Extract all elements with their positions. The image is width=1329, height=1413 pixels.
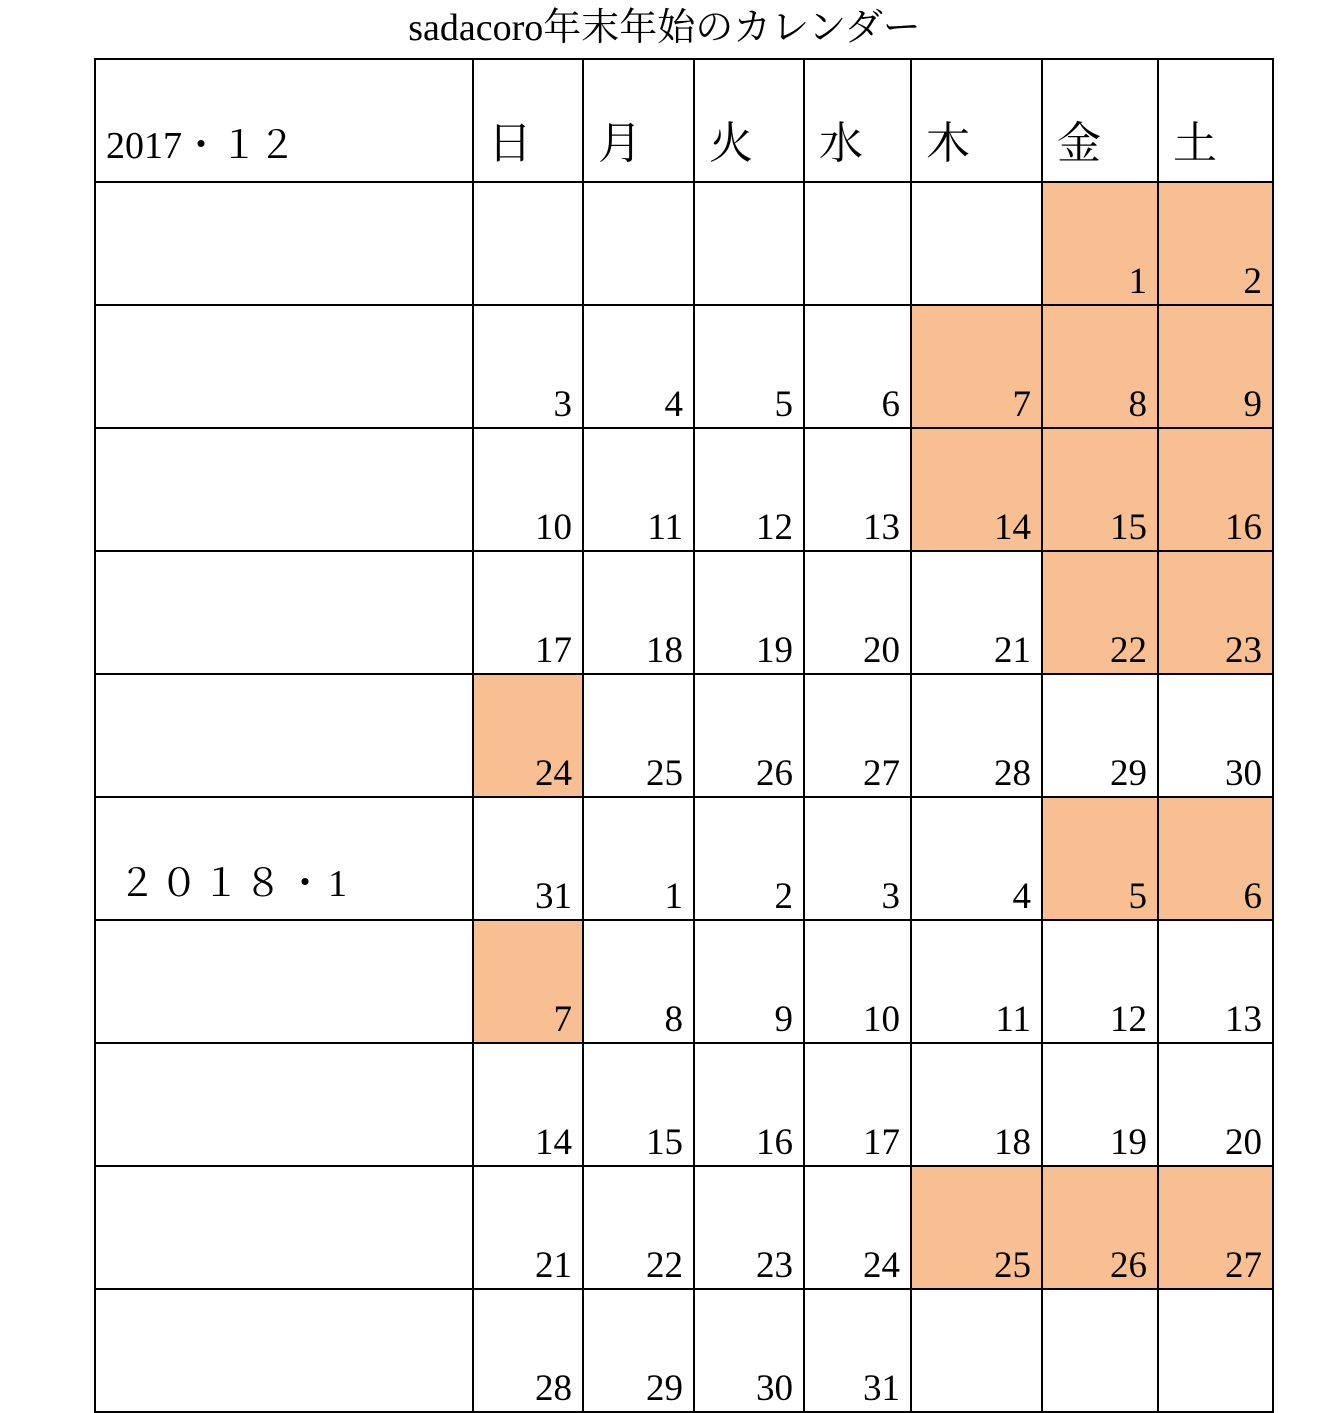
day-number: 18 <box>994 1122 1031 1163</box>
day-cell <box>911 428 1042 551</box>
day-number: 1 <box>1128 261 1147 302</box>
day-of-week-label: 月 <box>598 119 642 168</box>
day-cell <box>473 674 583 797</box>
day-number <box>695 302 803 304</box>
day-cell <box>583 182 694 305</box>
day-number: 25 <box>646 753 683 794</box>
day-number: 18 <box>646 630 683 671</box>
day-number: 31 <box>863 1368 900 1409</box>
month-label-cell <box>95 59 473 182</box>
day-cell <box>1042 305 1158 428</box>
day-cell <box>804 920 911 1043</box>
day-cell <box>1042 1043 1158 1166</box>
day-of-week-label: 金 <box>1057 119 1101 168</box>
day-number: 17 <box>863 1122 900 1163</box>
day-number: 9 <box>774 999 793 1040</box>
week-label-cell <box>95 1289 473 1412</box>
day-number: 1 <box>664 876 683 917</box>
day-number: 5 <box>774 384 793 425</box>
day-of-week-wed <box>804 59 911 182</box>
day-number: 16 <box>1225 507 1262 548</box>
day-cell <box>694 428 804 551</box>
day-of-week-label: 土 <box>1173 119 1217 168</box>
day-cell <box>473 182 583 305</box>
week-row <box>95 305 1273 428</box>
day-number <box>1159 1409 1272 1411</box>
day-number: 8 <box>1128 384 1147 425</box>
day-cell <box>911 1043 1042 1166</box>
day-cell <box>911 674 1042 797</box>
day-cell <box>694 305 804 428</box>
day-number: 10 <box>863 999 900 1040</box>
day-cell <box>694 1166 804 1289</box>
calendar-grid <box>94 58 1274 1413</box>
day-number: 4 <box>664 384 683 425</box>
day-cell <box>1158 674 1273 797</box>
day-number: 2 <box>1243 261 1262 302</box>
day-number: 31 <box>535 876 572 917</box>
day-cell <box>1042 920 1158 1043</box>
week-row <box>95 797 1273 920</box>
day-number: 24 <box>535 753 572 794</box>
week-label-cell <box>95 674 473 797</box>
day-number: 29 <box>1110 753 1147 794</box>
day-cell <box>911 551 1042 674</box>
day-number: 30 <box>1225 753 1262 794</box>
day-number: 19 <box>1110 1122 1147 1163</box>
day-of-week-label: 木 <box>926 119 970 168</box>
week-label-cell <box>95 551 473 674</box>
day-number: 5 <box>1128 876 1147 917</box>
day-cell <box>1158 920 1273 1043</box>
day-cell <box>583 797 694 920</box>
day-number: 27 <box>863 753 900 794</box>
day-cell <box>583 1043 694 1166</box>
day-cell <box>583 428 694 551</box>
day-number: 12 <box>1110 999 1147 1040</box>
day-of-week-label: 水 <box>819 119 863 168</box>
day-of-week-label: 火 <box>709 119 753 168</box>
week-label-cell <box>95 797 473 920</box>
day-number: 15 <box>1110 507 1147 548</box>
day-number: 15 <box>646 1122 683 1163</box>
day-of-week-fri <box>1042 59 1158 182</box>
week-label-cell <box>95 428 473 551</box>
day-cell <box>1042 428 1158 551</box>
day-number: 26 <box>1110 1245 1147 1286</box>
day-number: 24 <box>863 1245 900 1286</box>
day-number: 7 <box>1012 384 1031 425</box>
week-row <box>95 428 1273 551</box>
day-cell <box>473 1166 583 1289</box>
day-number: 2 <box>774 876 793 917</box>
week-label-cell <box>95 1166 473 1289</box>
day-number: 6 <box>1243 876 1262 917</box>
day-cell <box>1158 1166 1273 1289</box>
day-number: 17 <box>535 630 572 671</box>
day-number: 9 <box>1243 384 1262 425</box>
week-row <box>95 920 1273 1043</box>
day-cell <box>804 551 911 674</box>
day-number: 14 <box>535 1122 572 1163</box>
day-cell <box>1158 551 1273 674</box>
day-number: 21 <box>535 1245 572 1286</box>
day-number: 20 <box>863 630 900 671</box>
day-number: 14 <box>994 507 1031 548</box>
day-cell <box>1158 305 1273 428</box>
day-cell <box>473 551 583 674</box>
day-cell <box>911 305 1042 428</box>
day-cell <box>1042 674 1158 797</box>
day-cell <box>804 305 911 428</box>
day-number: 28 <box>535 1368 572 1409</box>
day-cell <box>473 1289 583 1412</box>
day-cell <box>473 1043 583 1166</box>
day-number <box>1043 1409 1157 1411</box>
day-cell <box>804 182 911 305</box>
day-number: 19 <box>756 630 793 671</box>
day-cell <box>1042 797 1158 920</box>
day-number: 22 <box>646 1245 683 1286</box>
day-number: 30 <box>756 1368 793 1409</box>
day-cell <box>1158 428 1273 551</box>
day-cell <box>473 428 583 551</box>
day-cell <box>583 674 694 797</box>
week-row <box>95 1166 1273 1289</box>
day-cell <box>804 1043 911 1166</box>
day-number: 23 <box>1225 630 1262 671</box>
day-number: 11 <box>647 507 683 548</box>
day-of-week-thu <box>911 59 1042 182</box>
day-cell <box>911 920 1042 1043</box>
day-cell <box>694 1289 804 1412</box>
day-cell <box>694 920 804 1043</box>
day-number: 29 <box>646 1368 683 1409</box>
day-of-week-sun <box>473 59 583 182</box>
week-row <box>95 1043 1273 1166</box>
day-number: 12 <box>756 507 793 548</box>
week-row <box>95 551 1273 674</box>
day-of-week-label: 日 <box>488 119 532 168</box>
day-number: 7 <box>553 999 572 1040</box>
day-cell <box>1042 1166 1158 1289</box>
day-cell <box>804 1166 911 1289</box>
day-number: 23 <box>756 1245 793 1286</box>
week-label-cell <box>95 920 473 1043</box>
day-cell <box>473 920 583 1043</box>
day-number <box>474 302 582 304</box>
day-number: 13 <box>863 507 900 548</box>
week-label: ２０１８・1 <box>118 863 352 905</box>
day-cell <box>1158 797 1273 920</box>
day-cell <box>804 428 911 551</box>
day-cell <box>1158 182 1273 305</box>
week-label-cell <box>95 305 473 428</box>
day-cell <box>1158 1289 1273 1412</box>
month-label: 2017・１２ <box>106 125 297 167</box>
day-cell <box>694 182 804 305</box>
day-cell <box>804 797 911 920</box>
day-number: 6 <box>881 384 900 425</box>
day-cell <box>1158 1043 1273 1166</box>
week-row <box>95 674 1273 797</box>
day-number <box>912 1409 1041 1411</box>
day-cell <box>583 551 694 674</box>
day-number: 25 <box>994 1245 1031 1286</box>
day-number: 21 <box>994 630 1031 671</box>
calendar-header-row <box>95 59 1273 182</box>
day-number: 8 <box>664 999 683 1040</box>
day-cell <box>583 1166 694 1289</box>
week-label-cell <box>95 182 473 305</box>
day-number: 22 <box>1110 630 1147 671</box>
day-number: 4 <box>1012 876 1031 917</box>
day-cell <box>694 797 804 920</box>
day-cell <box>583 920 694 1043</box>
day-cell <box>911 1289 1042 1412</box>
page-title: sadacoro年末年始のカレンダー <box>408 7 921 49</box>
week-row <box>95 1289 1273 1412</box>
day-number: 3 <box>881 876 900 917</box>
day-of-week-sat <box>1158 59 1273 182</box>
day-of-week-mon <box>583 59 694 182</box>
day-cell <box>1042 182 1158 305</box>
day-cell <box>804 674 911 797</box>
day-cell <box>911 1166 1042 1289</box>
day-number: 3 <box>553 384 572 425</box>
day-number: 28 <box>994 753 1031 794</box>
day-number: 26 <box>756 753 793 794</box>
day-number <box>584 302 693 304</box>
day-number <box>912 302 1041 304</box>
day-cell <box>694 1043 804 1166</box>
day-of-week-tue <box>694 59 804 182</box>
day-cell <box>473 797 583 920</box>
day-cell <box>804 1289 911 1412</box>
day-number <box>805 302 910 304</box>
day-number: 11 <box>995 999 1031 1040</box>
day-number: 10 <box>535 507 572 548</box>
day-cell <box>1042 1289 1158 1412</box>
day-cell <box>694 551 804 674</box>
day-cell <box>583 305 694 428</box>
day-cell <box>911 182 1042 305</box>
day-number: 27 <box>1225 1245 1262 1286</box>
day-cell <box>694 674 804 797</box>
week-label-cell <box>95 1043 473 1166</box>
day-number: 16 <box>756 1122 793 1163</box>
day-number: 13 <box>1225 999 1262 1040</box>
day-number: 20 <box>1225 1122 1262 1163</box>
day-cell <box>583 1289 694 1412</box>
day-cell <box>473 305 583 428</box>
day-cell <box>911 797 1042 920</box>
week-row <box>95 182 1273 305</box>
day-cell <box>1042 551 1158 674</box>
